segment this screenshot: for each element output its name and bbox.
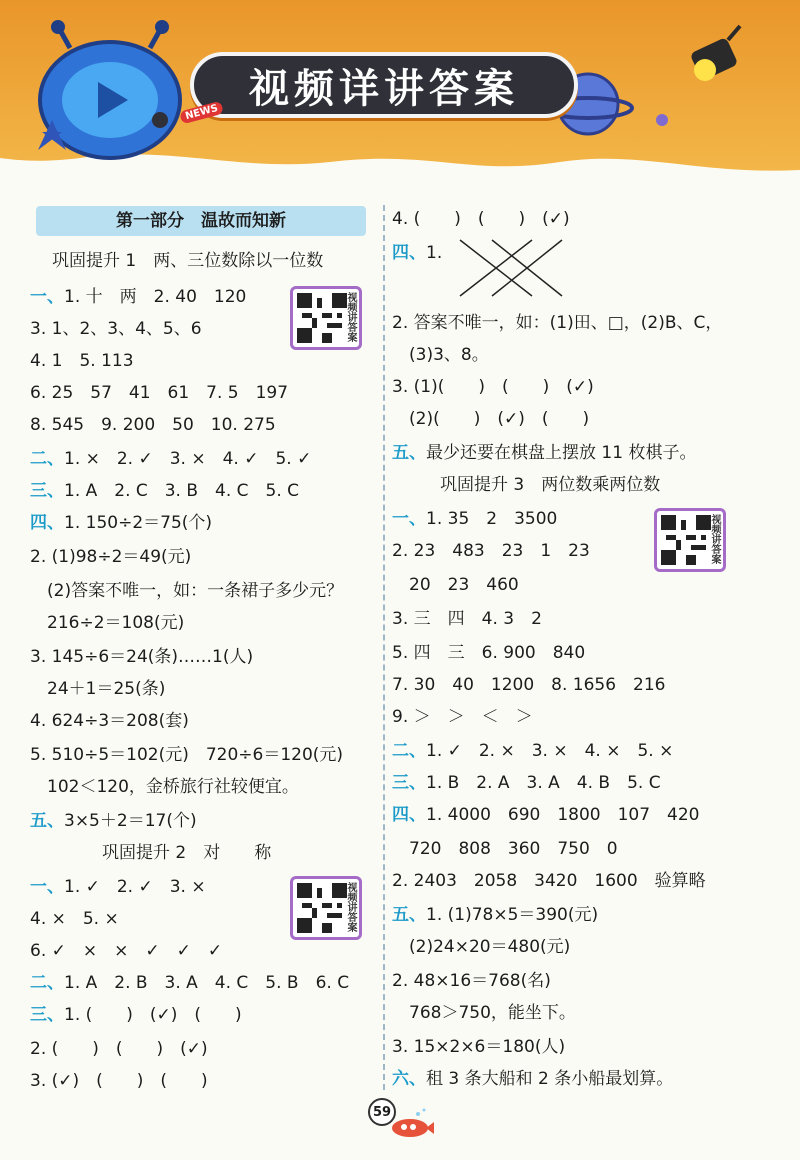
answer-line: (2)24×20＝480(元) [392,937,571,957]
heading-2: 巩固提升 2 对 称 [102,843,272,863]
answer-line: 4. 1 5. 113 [30,351,134,371]
answer-line: 2. 2403 2058 3420 1600 验算略 [392,871,706,891]
answer-line: 8. 545 9. 200 50 10. 275 [30,415,276,435]
answer-line: 一、1. 35 2 3500 [392,509,558,529]
answer-line: 六、租 3 条大船和 2 条小船最划算。 [392,1069,674,1089]
answer-line: 一、1. ✓ 2. ✓ 3. × [30,877,206,897]
answer-line: 4. ( ) ( ) (✓) [392,209,570,229]
answer-line: 5. 四 三 6. 900 840 [392,643,586,663]
header-banner [0,0,800,200]
answer-line: 三、1. ( ) (✓) ( ) [30,1005,242,1025]
qr-code-icon [297,293,347,343]
answer-line: 五、最少还要在棋盘上摆放 11 枚棋子。 [392,443,697,463]
answer-line: 五、3×5＋2＝17(个) [30,811,197,831]
answer-line: 24＋1＝25(条) [30,679,166,699]
qr-label: 视频讲答案 [345,882,356,932]
answer-line: 768＞750，能坐下。 [392,1003,576,1023]
answer-line: 四、1. [392,243,443,263]
qr-code-icon [297,883,347,933]
answer-line: (2)答案不唯一，如：一条裙子多少元？ [30,581,344,601]
answer-line: 4. × 5. × [30,909,119,929]
answer-line: 20 23 460 [392,575,519,595]
answer-line: 3. 15×2×6＝180(人) [392,1037,566,1057]
answer-line: 五、1. (1)78×5＝390(元) [392,905,599,925]
answer-line: 2. (1)98÷2＝49(元) [30,547,192,567]
answer-line: 2. ( ) ( ) (✓) [30,1039,208,1059]
answer-line: 一、1. 十 两 2. 40 120 [30,287,247,307]
section-title: 第一部分 温故而知新 [36,206,366,236]
answer-line: 二、1. × 2. ✓ 3. × 4. ✓ 5. ✓ [30,449,312,469]
answer-line: 3. (✓) ( ) ( ) [30,1071,208,1091]
answer-line: 5. 510÷5＝102(元) 720÷6＝120(元) [30,745,344,765]
answer-line: 3. 三 四 4. 3 2 [392,609,542,629]
heading-3: 巩固提升 3 两位数乘两位数 [440,475,661,495]
answer-line: 3. (1)( ) ( ) (✓) [392,377,594,397]
answer-line: (3)3、8。 [392,345,489,365]
answer-line: 102＜120，金桥旅行社较便宜。 [30,777,299,797]
answer-line: 四、1. 4000 690 1800 107 420 [392,805,700,825]
answer-line: (2)( ) (✓) ( ) [392,409,590,429]
answer-line: 三、1. A 2. C 3. B 4. C 5. C [30,481,300,501]
answer-line: 四、1. 150÷2＝75(个) [30,513,213,533]
answer-line: 9. ＞ ＞ ＜ ＞ [392,707,533,727]
column-divider [383,205,385,1090]
answer-line: 216÷2＝108(元) [30,613,185,633]
page-number: 59 [368,1098,396,1126]
answer-line: 2. 23 483 23 1 23 [392,541,590,561]
matching-lines-diagram [456,236,566,300]
answer-line: 三、1. B 2. A 3. A 4. B 5. C [392,773,661,793]
answer-line: 7. 30 40 1200 8. 1656 216 [392,675,666,695]
news-badge: NEWS [179,101,224,125]
answer-line: 3. 1、2、3、4、5、6 [30,319,202,339]
qr-code[interactable] [654,508,726,572]
answer-line: 3. 145÷6＝24(条)……1(人) [30,647,254,667]
qr-code-icon [661,515,711,565]
answer-line: 二、1. ✓ 2. × 3. × 4. × 5. × [392,741,674,761]
answer-line: 720 808 360 750 0 [392,839,618,859]
qr-label: 视频讲答案 [709,514,720,564]
heading-1: 巩固提升 1 两、三位数除以一位数 [52,251,324,271]
banner-title: 视频详讲答案 [190,52,578,118]
qr-code[interactable] [290,876,362,940]
answer-line: 6. 25 57 41 61 7. 5 197 [30,383,289,403]
submarine-icon [388,1106,434,1140]
qr-label: 视频讲答案 [345,292,356,342]
answer-line: 4. 624÷3＝208(套) [30,711,189,731]
answer-line: 二、1. A 2. B 3. A 4. C 5. B 6. C [30,973,350,993]
answer-line: 2. 答案不唯一，如：(1)田、□，(2)B、C， [392,313,723,333]
answer-line: 2. 48×16＝768(名) [392,971,551,991]
qr-code[interactable] [290,286,362,350]
answer-line: 6. ✓ × × ✓ ✓ ✓ [30,941,223,961]
